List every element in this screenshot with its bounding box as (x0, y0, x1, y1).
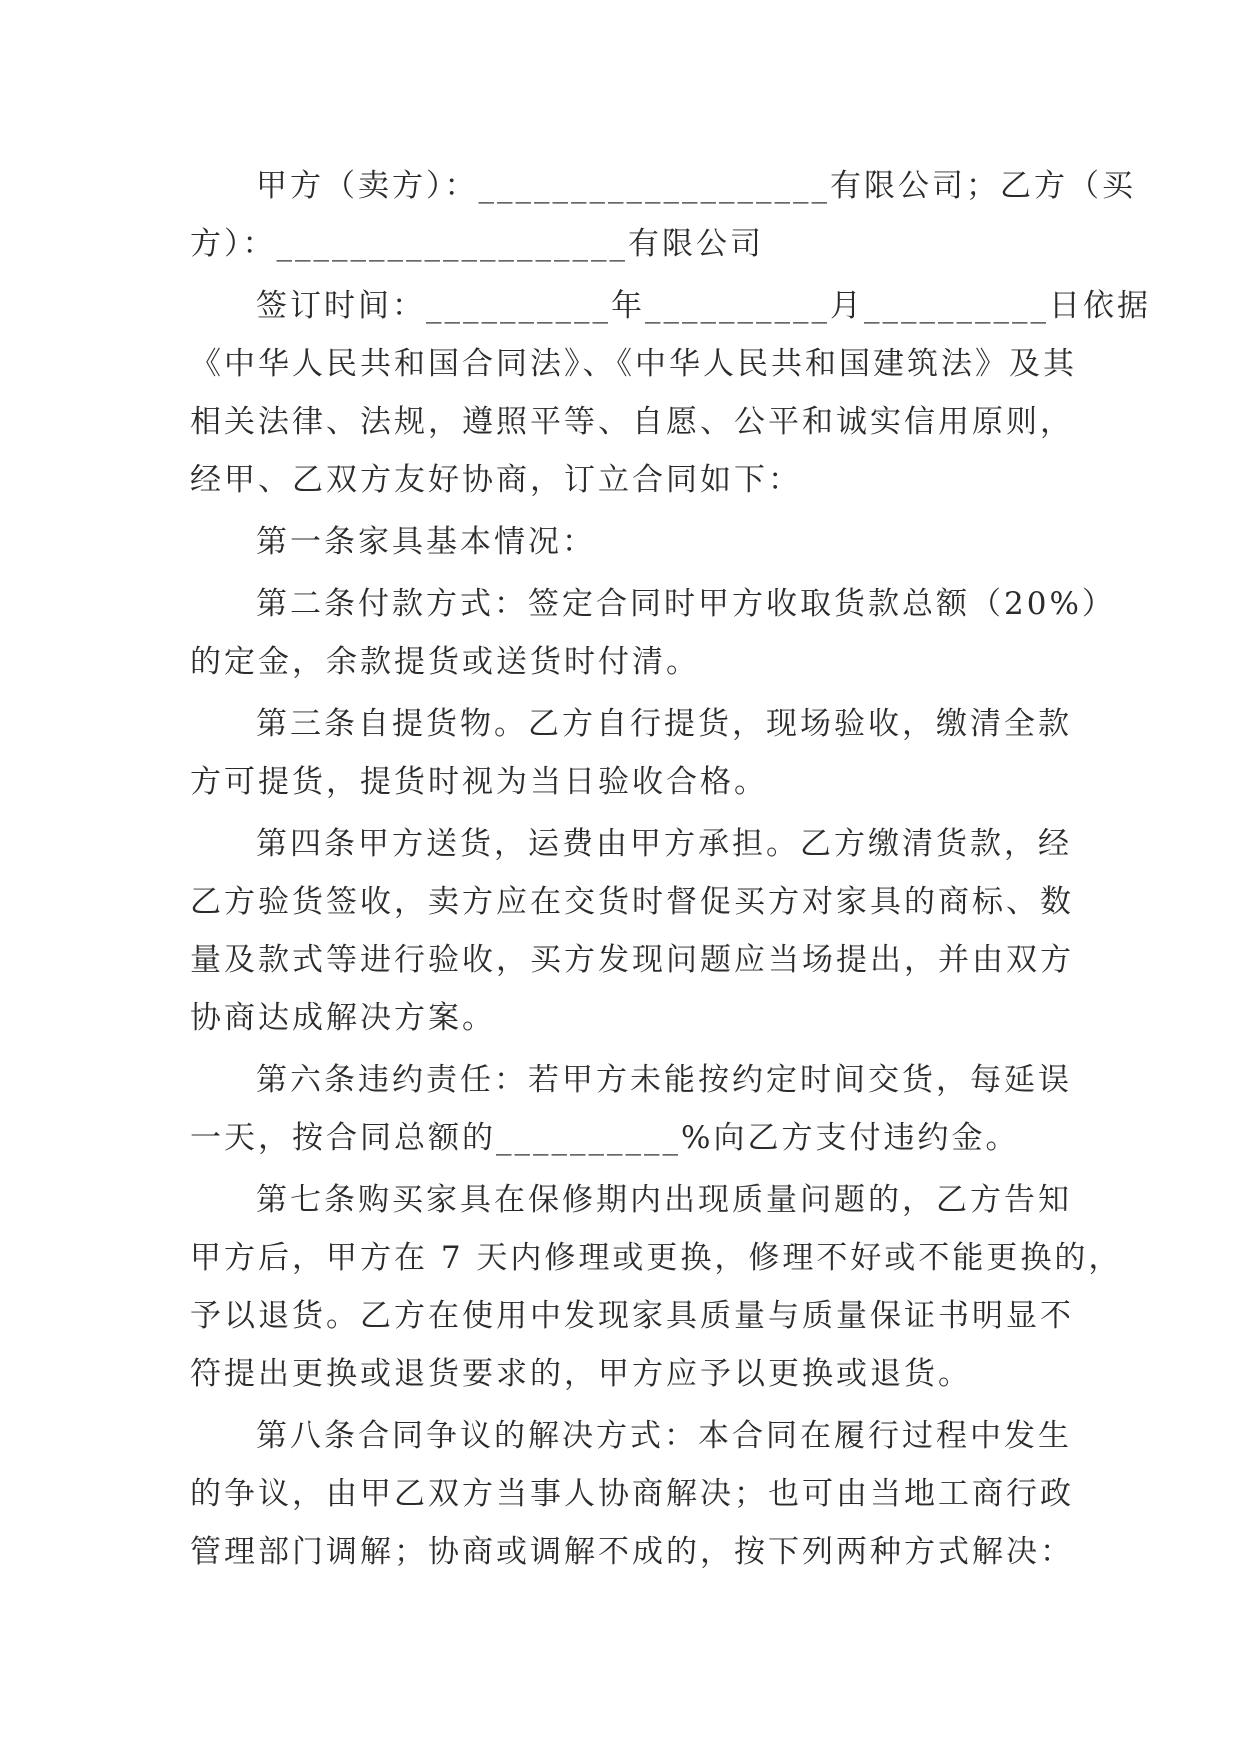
article-7-line-1: 第七条购买家具在保修期内出现质量问题的，乙方告知 (256, 1182, 1072, 1218)
preamble-line-1: 签订时间：__________年__________月__________日依据 (256, 288, 1151, 324)
article-7-line-2: 甲方后，甲方在 7 天内修理或更换，修理不好或不能更换的， (190, 1240, 1123, 1276)
article-4-line-4: 协商达成解决方案。 (190, 1000, 496, 1036)
article-6-line-1: 第六条违约责任：若甲方未能按约定时间交货，每延误 (256, 1062, 1072, 1098)
article-8-line-3: 管理部门调解；协商或调解不成的，按下列两种方式解决： (190, 1534, 1074, 1570)
article-2-line-1: 第二条付款方式：签定合同时甲方收取货款总额（20%） (256, 586, 1116, 622)
party-line-2: 方）：___________________有限公司 (190, 226, 764, 262)
article-8-line-1: 第八条合同争议的解决方式：本合同在履行过程中发生 (256, 1418, 1072, 1454)
article-2-line-2: 的定金，余款提货或送货时付清。 (190, 644, 700, 680)
preamble-line-2: 《中华人民共和国合同法》、《中华人民共和国建筑法》及其 (190, 346, 1077, 382)
preamble-line-4: 经甲、乙双方友好协商，订立合同如下： (190, 462, 802, 498)
article-4-line-2: 乙方验货签收，卖方应在交货时督促买方对家具的商标、数 (190, 884, 1074, 920)
preamble-line-3: 相关法律、法规，遵照平等、自愿、公平和诚实信用原则， (190, 404, 1074, 440)
article-1-line-1: 第一条家具基本情况： (256, 524, 596, 560)
party-line-1: 甲方（卖方）：___________________有限公司；乙方（买 (256, 168, 1136, 204)
article-8-line-2: 的争议，由甲乙双方当事人协商解决；也可由当地工商行政 (190, 1476, 1074, 1512)
article-7-line-3: 予以退货。乙方在使用中发现家具质量与质量保证书明显不 (190, 1298, 1074, 1334)
article-7-line-4: 符提出更换或退货要求的，甲方应予以更换或退货。 (190, 1356, 972, 1392)
article-3-line-2: 方可提货，提货时视为当日验收合格。 (190, 764, 768, 800)
article-4-line-1: 第四条甲方送货，运费由甲方承担。乙方缴清货款，经 (256, 826, 1072, 862)
article-6-line-2: 一天，按合同总额的__________%向乙方支付违约金。 (190, 1120, 1020, 1156)
contract-body (190, 157, 1151, 1581)
article-4-line-3: 量及款式等进行验收，买方发现问题应当场提出，并由双方 (190, 942, 1074, 978)
article-3-line-1: 第三条自提货物。乙方自行提货，现场验收，缴清全款 (256, 706, 1072, 742)
